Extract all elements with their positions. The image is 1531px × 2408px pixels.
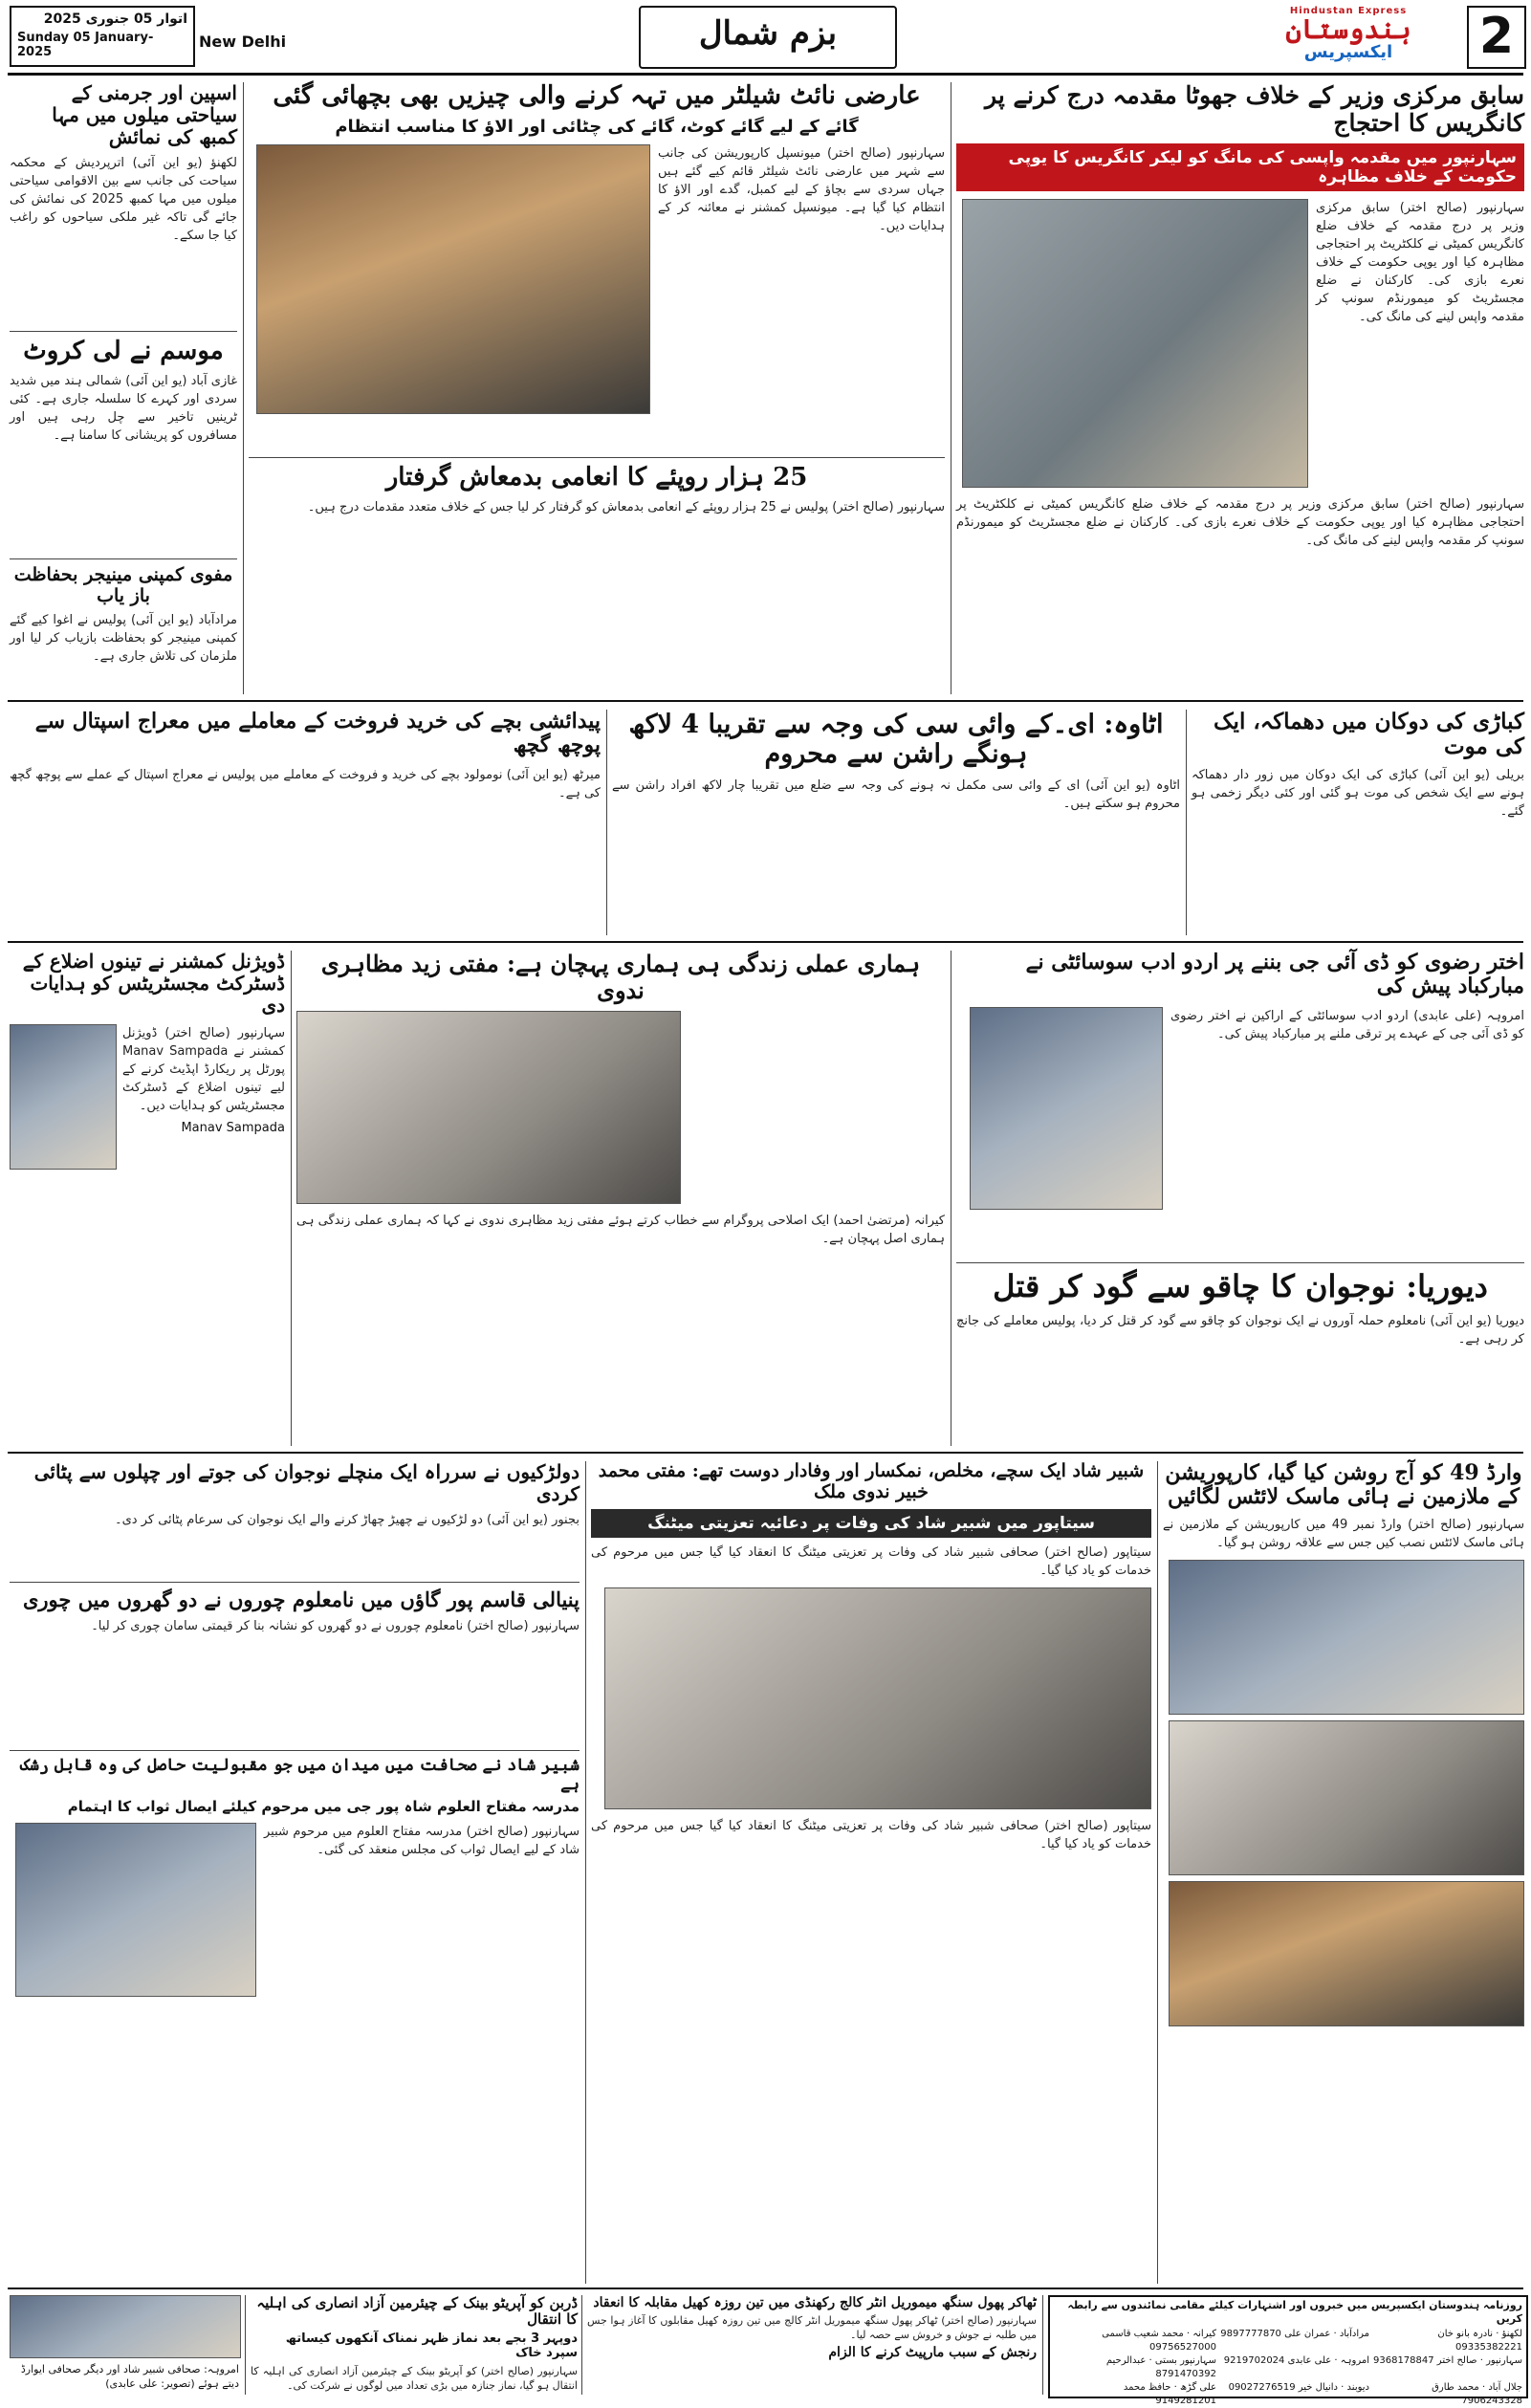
contact-place: امروہہ: [1340, 2355, 1369, 2366]
city-label: New Delhi: [199, 33, 287, 51]
column-rule: [606, 710, 607, 935]
masthead-rule: [8, 73, 1523, 76]
story-body: اٹاوہ (یو این آئی) ای کے وائی سی مکمل نہ ہونے کی وجہ سے ضلع میں تقریبا چار لاکھ افراد راشن سے محروم ہو سکتے ہیں۔: [612, 778, 1180, 812]
contact-name: صالح اختر: [1433, 2355, 1477, 2366]
story-dig-congratulations: [956, 951, 1524, 1257]
date-english: Sunday 05 January-2025: [17, 31, 154, 59]
contact-row: جلال آباد · محمد طارق 7906243328: [1432, 2382, 1522, 2406]
story-headline: شبیر شاد نے صحافت میں میدان میں جو مقبولیت حاصل کی وہ قابل رشک ہے: [20, 1756, 580, 1794]
story-headline: ڈویژنل کمشنر نے تینوں اضلاع کے ڈسٹرکٹ مجسٹریٹس کو ہدایات دی: [22, 950, 285, 1017]
story-headline: 25 ہزار روپئے کا انعامی بدمعاش گرفتار: [385, 463, 808, 492]
story-headline-2: رنجش کے سبب مارپیٹ کرنے کا الزام: [828, 2345, 1037, 2361]
date-urdu: اتوار 05 جنوری 2025: [43, 11, 187, 27]
story-headline: سابق مرکزی وزیر کے خلاف جھوٹا مقدمہ درج کرنے پر کانگریس کا احتجاج: [985, 81, 1524, 137]
story-village-theft: [10, 1582, 580, 1745]
story-headline: عارضی نائٹ شیلٹر میں تہہ کرنے والی چیزیں بھی بچھائی گئی: [273, 81, 921, 110]
contact-name: عبدالرحیم: [1105, 2355, 1147, 2366]
story-headline: شبیر شاد ایک سچے، مخلص، نمکسار اور وفادار دوست تھے: مفتی محمد خبیر ندوی ملک: [598, 1460, 1145, 1502]
story-headline: وارڈ 49 کو آج روشن کیا گیا، کارپوریشن کے ملازمین نے ہائی ماسک لائٹس لگائیں: [1165, 1460, 1522, 1510]
story-deoria-murder: [956, 1262, 1524, 1447]
story-banner: سیتاپور میں شبیر شاد کی وفات پر دعائیہ تعزیتی میٹنگ: [591, 1509, 1151, 1538]
story-sports-competition: [587, 2295, 1037, 2395]
story-body: میرٹھ (یو این آئی) نومولود بچے کی خرید و فروخت کے معاملے میں پولیس نے معراج اسپتال کے عملے سے پوچھ گچھ کی ہے۔: [10, 767, 601, 800]
column-rule: [1042, 2295, 1043, 2395]
condolence-meeting-photo: [604, 1587, 1151, 1809]
story-weather: [10, 331, 237, 552]
commissioner-portrait: [10, 1024, 117, 1170]
ward-lights-photo-3: [1169, 1881, 1524, 2026]
award-ceremony-photo: [10, 2295, 241, 2358]
story-shop-blast: [1192, 710, 1524, 935]
section-title-box: [639, 6, 897, 69]
story-girls-beat-youth: [10, 1461, 580, 1576]
section-title: بزم شمال: [698, 14, 838, 53]
story-night-shelter: [249, 82, 945, 446]
column-rule: [585, 1461, 586, 2284]
column-rule: [1186, 710, 1187, 935]
story-practical-life: [296, 951, 945, 1446]
contact-place: مرادآباد: [1339, 2329, 1369, 2339]
ward-lights-photo-1: [1169, 1560, 1524, 1715]
story-headline: اٹاوہ: ای۔کے وائی سی کی وجہ سے تقریبا 4 لاکھ ہونگے راشن سے محروم: [628, 710, 1164, 770]
story-headline: مفوی کمپنی مینیجر بحفاظت باز یاب: [13, 564, 233, 606]
contact-row: لکھنؤ · نادرہ بانو خان 09335382221: [1437, 2329, 1522, 2353]
story-headline: کباڑی کی دوکان میں دھماکہ، ایک کی موت: [1213, 709, 1524, 760]
contact-place: دیوبند: [1346, 2382, 1369, 2393]
story-body: سہارنپور (صالح اختر) مدرسہ مفتاح العلوم میں مرحوم شبیر شاد کے لیے ایصال ثواب کی مجلس منعقد کی گئی۔: [264, 1825, 580, 1858]
contact-row: کیرانہ · محمد شعیب قاسمی 09756527000: [1102, 2329, 1216, 2353]
story-headline: ٹھاکر پھول سنگھ میموریل انٹر کالج رکھنڈی میں تین روزہ کھیل مقابلہ کا انعقاد: [593, 2295, 1037, 2310]
contact-place: کیرانہ: [1192, 2329, 1216, 2339]
story-criminal-arrested: [249, 457, 945, 693]
story-body: سہارنپور (صالح اختر) کو آپریٹو بینک کے چیئرمین آزاد انصاری کی اہلیہ کا انتقال ہو گیا، نماز جنازہ میں بڑی تعداد میں لوگوں نے شرکت کی۔: [251, 2364, 578, 2392]
row-rule: [8, 700, 1523, 702]
contact-row: سہارنپور · صالح اختر 9368178847: [1373, 2355, 1522, 2366]
contact-place: جلال آباد: [1488, 2382, 1522, 2393]
story-ward-49-lights: [1163, 1461, 1524, 2284]
row-rule: [8, 2288, 1523, 2289]
story-headline: دولڑکیوں نے سرراہ ایک منچلے نوجوان کی جوتے اور چپلوں سے پٹائی کردی: [33, 1460, 580, 1505]
contact-phone[interactable]: 9368178847: [1373, 2355, 1434, 2366]
story-body: سہارنپور (صالح اختر) وارڈ نمبر 49 میں کارپوریشن کے ملازمین نے ہائی ماسک لائٹس نصب کیں جس سے علاقہ روشن ہو گیا۔: [1163, 1517, 1524, 1550]
story-body: سہارنپور (صالح اختر) سابق مرکزی وزیر پر درج مقدمہ کے خلاف ضلع کانگریس کمیٹی نے کلکٹریٹ پر احتجاجی مظاہرہ کیا اور یوپی حکومت کے خلاف نعرے بازی کی۔ کارکنان نے ضلع مجسٹریٹ کو میمورنڈم سونپ کر مقدمہ واپس لینے کی مانگ کی۔: [1316, 201, 1524, 325]
contact-name: عمران علی: [1280, 2329, 1331, 2339]
story-body: لکھنؤ (یو این آئی) اترپردیش کے محکمہ سیاحت کی جانب سے بین الاقوامی سیاحتی میلوں میں مہا کمبھ 2025 کی نمائش کی جائے گی تاکہ غیر ملکی سیاحوں کو راغب کیا جا سکے۔: [10, 156, 237, 243]
row-rule: [8, 941, 1523, 943]
contact-place: سہارنپور بستی: [1154, 2355, 1216, 2366]
story-congress-protest: [956, 82, 1524, 694]
story-body: بریلی (یو این آئی) کباڑی کی ایک دوکان میں زور دار دھماکہ ہونے سے ایک شخص کی موت ہو گئی اور کئی دیگر زخمی ہو گئے۔: [1192, 767, 1524, 819]
religious-gathering-photo: [296, 1011, 681, 1204]
contact-row: سہارنپور بستی · عبدالرحیم 8791470392: [1105, 2355, 1216, 2379]
brand-top: Hindustan Express: [1289, 6, 1408, 16]
contact-row: علی گڑھ · حافظ محمد 9149281201: [1123, 2382, 1216, 2406]
story-baby-sale: [10, 710, 601, 935]
column-rule: [245, 2295, 246, 2395]
story-body: غازی آباد (یو این آئی) شمالی ہند میں شدید سردی اور کہرے کا سلسلہ جاری ہے۔ کئی ٹرینیں تاخیر سے چل رہی ہیں اور مسافروں کو پریشانی کا سامنا ہے۔: [10, 373, 237, 443]
story-shabbir-shad-condolence: [591, 1461, 1151, 2284]
story-body: دیوریا (یو این آئی) نامعلوم حملہ آوروں نے ایک نوجوان کو چاقو سے گود کر قتل کر دیا، پولیس معاملے کی جانچ کر رہی ہے۔: [956, 1313, 1524, 1346]
story-headline: پنیالی قاسم پور گاؤں میں نامعلوم چوروں نے دو گھروں میں چوری: [22, 1587, 580, 1611]
story-headline: اسپین اور جرمنی کے سیاحتی میلوں میں مہا کمبھ کی نمائش: [52, 81, 237, 148]
contact-name: محمد طارق: [1432, 2382, 1479, 2393]
story-kumbh-exhibition: [10, 82, 237, 321]
madrasa-gathering-photo: [15, 1823, 256, 1997]
story-isaal-sawab: [10, 1750, 580, 2285]
story-manager-rescued: [10, 558, 237, 693]
tag-sampada: Sampada: [226, 1121, 285, 1135]
column-rule: [243, 82, 244, 694]
contact-name: نادرہ بانو خان: [1437, 2329, 1494, 2339]
story-headline: ہماری عملی زندگی ہی ہماری پہچان ہے: مفتی زید مظاہری ندوی: [320, 950, 921, 1004]
story-body: سہارنپور (صالح اختر) میونسپل کارپوریشن کی جانب سے شہر میں عارضی نائٹ شیلٹر قائم کیے گئے ہیں جہاں سردی سے بچاؤ کے لیے کمبل، گدے اور الاؤ کا انتظام کیا گیا ہے۔ میونسپل کمشنر نے معائنہ کر کے ہدایات دیں۔: [658, 146, 945, 234]
date-box: [10, 6, 195, 67]
ward-lights-photo-2: [1169, 1720, 1524, 1875]
brand-logo: [1243, 6, 1454, 67]
page-number-text: 2: [1478, 8, 1515, 65]
story-headline: اختر رضوی کو ڈی آئی جی بننے پر اردو ادب سوسائٹی نے مبارکباد پیش کی: [1025, 950, 1524, 999]
contact-rows: [1050, 2328, 1526, 2408]
story-subheadline: گائے کے لیے گائے کوٹ، گائے کی چٹائی اور الاؤ کا مناسب انتظام: [335, 116, 859, 137]
tag-manav: Manav: [181, 1121, 223, 1135]
photo-caption: امروہہ: صحافی شبیر شاد اور دیگر صحافی ایوارڈ دیتے ہوئے (تصویر: علی عابدی): [20, 2363, 239, 2390]
story-subheadline: مدرسہ مفتاح العلوم شاہ پور جی میں مرحوم کیلئے ایصال ثواب کا اہتمام: [67, 1798, 580, 1816]
contact-box-title: روزنامہ ہندوستان ایکسپریس میں خبروں اور اشتہارات کیلئے مقامی نمائندوں سے رابطہ کریں: [1067, 2299, 1522, 2325]
contact-phone[interactable]: 8791470392: [1155, 2369, 1216, 2379]
page-number: [1467, 6, 1526, 69]
contact-name: دانیال خیر: [1295, 2382, 1338, 2393]
story-banner: سہارنپور میں مقدمہ واپسی کی مانگ کو لیکر کانگریس کا یوپی حکومت کے خلاف مظاہرہ: [956, 143, 1524, 192]
contact-name: علی عابدی: [1284, 2355, 1332, 2366]
contact-phone[interactable]: 09335382221: [1455, 2342, 1522, 2353]
story-body: کیرانہ (مرتضیٰ احمد) ایک اصلاحی پروگرام سے خطاب کرتے ہوئے مفتی زید مظاہری ندوی نے کہا کہ ہماری عملی زندگی ہی ہماری اصل پہچان ہے۔: [296, 1214, 945, 1247]
brand-urdu-2: ایکسپریس: [1303, 42, 1393, 62]
akhtar-rizvi-portrait: [970, 1007, 1163, 1210]
story-body: مرادآباد (یو این آئی) پولیس نے اغوا کیے گئے کمپنی مینیجر کو بحفاظت بازیاب کر لیا اور ملزمان کی تلاش جاری ہے۔: [10, 612, 237, 664]
story-body-continued: سیتاپور (صالح اختر) صحافی شبیر شاد کی وفات پر تعزیتی میٹنگ کا انعقاد کیا گیا جس میں مرحوم کی خدمات کو یاد کیا گیا۔: [591, 1819, 1151, 1852]
column-rule: [1157, 1461, 1158, 2284]
story-headline: ڈربن کو آپریٹو بینک کے چیئرمین آزاد انصاری کی اہلیہ کا انتقال: [256, 2294, 578, 2329]
contact-phone[interactable]: 09756527000: [1149, 2342, 1216, 2353]
story-body: سہارنپور (صالح اختر) ڈویژنل کمشنر نے Manav Sampada پورٹل پر ریکارڈ اپڈیٹ کرنے کے لیے تینوں اضلاع کے ڈسٹرکٹ مجسٹریٹس کو ہدایات دیں۔: [122, 1026, 285, 1113]
contact-phone[interactable]: 7906243328: [1461, 2396, 1522, 2406]
brand-urdu-1: ہندوستان: [1285, 13, 1411, 45]
row-rule: [8, 1452, 1523, 1454]
contact-name: حافظ محمد: [1123, 2382, 1171, 2393]
contact-phone[interactable]: 9897777870: [1220, 2329, 1281, 2339]
story-body: بجنور (یو این آئی) دو لڑکیوں نے چھیڑ چھاڑ کرنے والے ایک نوجوان کی سرعام پٹائی کر دی۔: [115, 1513, 580, 1527]
column-rule: [291, 951, 292, 1446]
contact-place: علی گڑھ: [1179, 2382, 1216, 2393]
story-headline: دیوریا: نوجوان کا چاقو سے گود کر قتل: [993, 1268, 1488, 1304]
award-photo-block: [10, 2295, 239, 2391]
night-shelter-photo: [256, 144, 650, 414]
contact-row: امروہہ · علی عابدی 9219702024: [1223, 2355, 1369, 2366]
story-headline: موسم نے لی کروٹ: [23, 337, 224, 365]
contact-place: سہارنپور: [1486, 2355, 1522, 2366]
column-rule: [581, 2295, 582, 2395]
story-ration-ekyc: [612, 710, 1180, 935]
congress-protest-photo: [962, 199, 1308, 488]
story-body: امروہہ (علی عابدی) اردو ادب سوسائٹی کے اراکین نے اختر رضوی کو ڈی آئی جی کے عہدے پر ترقی ملنے پر مبارکباد پیش کی۔: [1170, 1008, 1524, 1041]
story-divisional-commissioner: [10, 951, 285, 1446]
story-bank-chairman-wife: [251, 2295, 578, 2395]
contact-row: دیوبند · دانیال خیر 09027276519: [1228, 2382, 1369, 2393]
story-body: سہارنپور (صالح اختر) نامعلوم چوروں نے دو گھروں کو نشانہ بنا کر قیمتی سامان چوری کر لیا۔: [91, 1619, 580, 1634]
contact-box: [1048, 2295, 1528, 2406]
story-subheadline: دوپہر 3 بجے بعد نماز ظہر نمناک آنکھوں کیساتھ سپرد خاک: [285, 2331, 578, 2361]
contact-row: مرادآباد · عمران علی 9897777870: [1220, 2329, 1369, 2339]
story-body-continued: سہارنپور (صالح اختر) سابق مرکزی وزیر پر درج مقدمہ کے خلاف ضلع کانگریس کمیٹی نے کلکٹریٹ پر احتجاجی مظاہرہ کیا اور یوپی حکومت کے خلاف نعرے بازی کی۔ کارکنان نے ضلع مجسٹریٹ کو میمورنڈم سونپ کر مقدمہ واپس لینے کی مانگ کی۔: [956, 497, 1524, 549]
story-body: سیتاپور (صالح اختر) صحافی شبیر شاد کی وفات پر تعزیتی میٹنگ کا انعقاد کیا گیا جس میں مرحوم کی خدمات کو یاد کیا گیا۔: [591, 1545, 1151, 1579]
contact-phone[interactable]: 9149281201: [1155, 2396, 1216, 2406]
story-body: سہارنپور (صالح اختر) پولیس نے 25 ہزار روپئے کے انعامی بدمعاش کو گرفتار کر لیا جس کے خلاف متعدد مقدمات درج ہیں۔: [307, 499, 945, 514]
contact-phone[interactable]: 09027276519: [1228, 2382, 1296, 2393]
contact-phone[interactable]: 9219702024: [1223, 2355, 1285, 2366]
story-headline: پیدائشی بچے کی خرید فروخت کے معاملے میں معراج اسپتال سے پوچھ گچھ: [34, 709, 601, 758]
story-body: سہارنپور (صالح اختر) ٹھاکر پھول سنگھ میموریل انٹر کالج میں تین روزہ کھیل مقابلوں کا آغاز ہوا جس میں طلبہ نے جوش و خروش سے حصہ لیا۔: [587, 2314, 1037, 2342]
contact-name: محمد شعیب قاسمی: [1102, 2329, 1184, 2339]
contact-place: لکھنؤ: [1501, 2329, 1522, 2339]
